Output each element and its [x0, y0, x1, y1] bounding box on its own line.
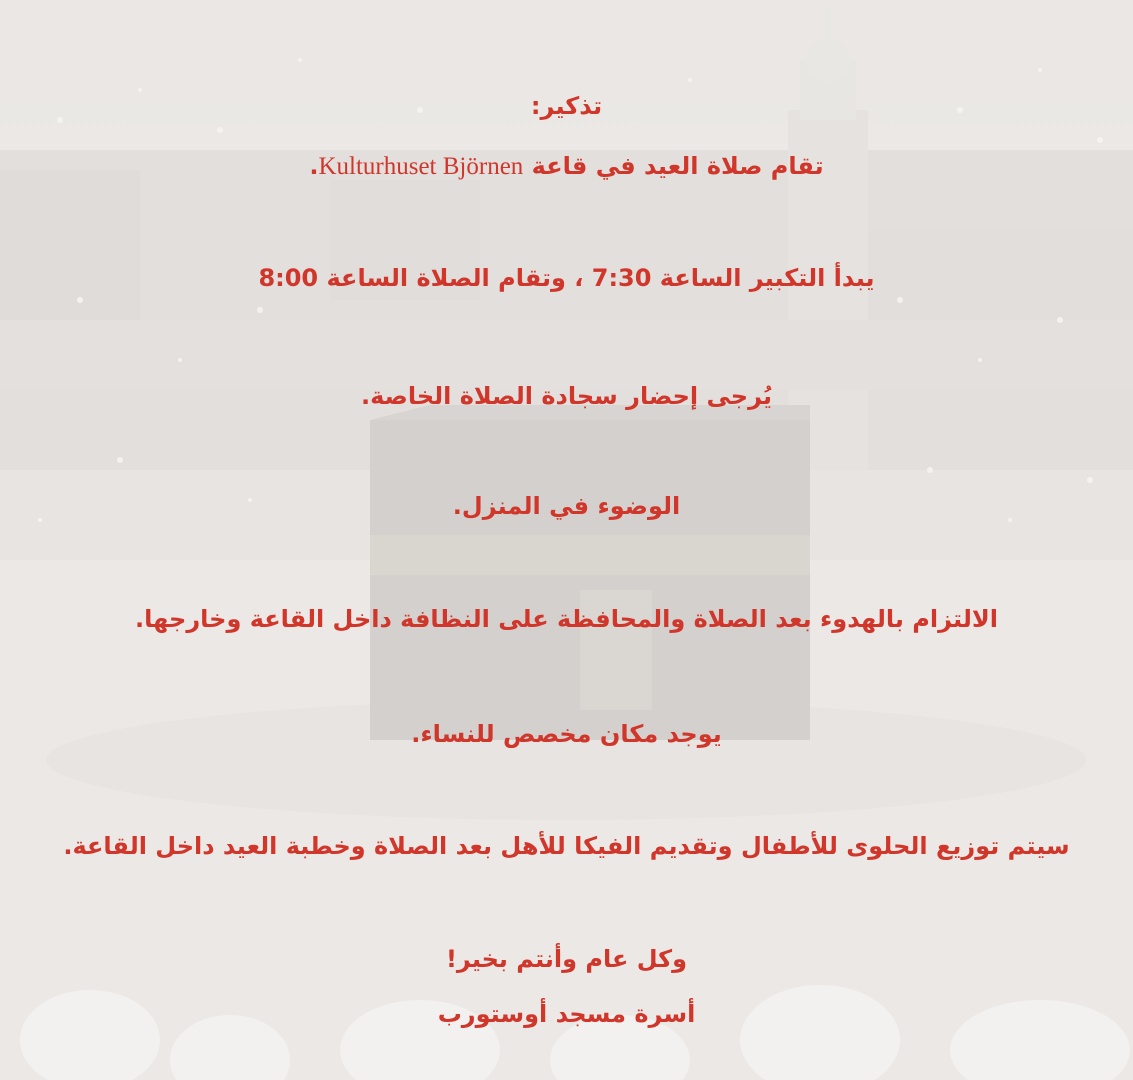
program-line: سيتم توزيع الحلوى للأطفال وتقديم الفيكا للأهل بعد الصلاة وخطبة العيد داخل القاعة. [63, 832, 1070, 860]
signature-line: أسرة مسجد أوستورب [437, 1000, 696, 1028]
ablution-line: الوضوء في المنزل. [452, 492, 681, 520]
notice-heading: تذكير: [530, 92, 603, 120]
venue-suffix: . [309, 152, 319, 180]
conduct-line: الالتزام بالهدوء بعد الصلاة والمحافظة على النظافة داخل القاعة وخارجها. [135, 605, 998, 633]
venue-name: Kulturhuset Björnen [318, 153, 524, 180]
women-area-line: يوجد مكان مخصص للنساء. [411, 720, 722, 748]
time-line: يبدأ التكبير الساعة 7:30 ، وتقام الصلاة الساعة 8:00 [258, 264, 875, 292]
greeting-line: وكل عام وأنتم بخير! [445, 945, 688, 973]
prayer-mat-line: يُرجى إحضار سجادة الصلاة الخاصة. [360, 382, 773, 410]
venue-prefix: تقام صلاة العيد في قاعة [531, 152, 824, 180]
venue-line [0, 150, 1133, 183]
